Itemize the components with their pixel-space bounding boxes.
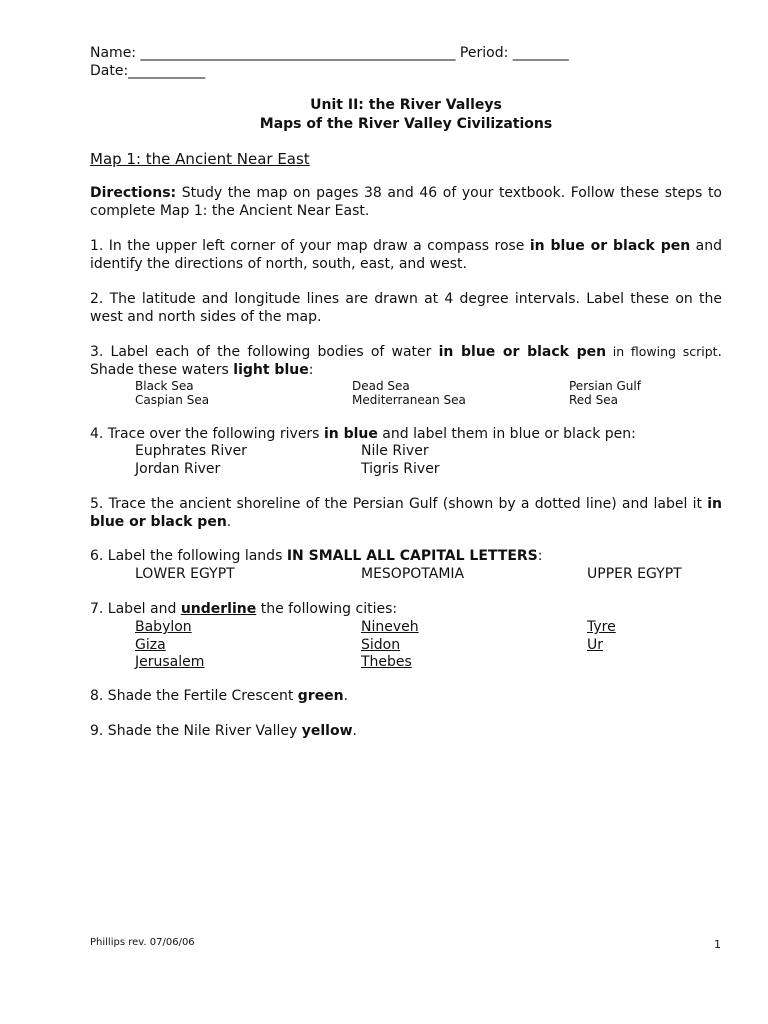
step-4-text: 4. Trace over the following rivers (90, 426, 324, 442)
list-item: Dead Sea (352, 379, 410, 393)
step-3-colon: : (308, 361, 314, 378)
list-item: Thebes (361, 654, 412, 670)
step-5-text: 5. Trace the ancient shoreline of the Persian Gulf (shown by a dotted line) and label it (90, 496, 708, 512)
step-6-emphasis: IN SMALL ALL CAPITAL LETTERS (286, 548, 538, 564)
list-item: Euphrates River (135, 443, 247, 459)
step-4-emphasis: in blue (323, 426, 378, 442)
step-7-emphasis: underline (180, 601, 257, 617)
step-3-emphasis: in blue or black pen (438, 344, 607, 360)
water-list (90, 379, 729, 407)
step-9 (90, 723, 722, 741)
list-item: Tigris River (361, 460, 440, 477)
step-9-text: 9. Shade the Nile River Valley (90, 723, 302, 739)
step-5-emphasis: in blue or black pen (90, 496, 722, 530)
list-item: Sidon (361, 636, 401, 653)
step-7-text: 7. Label and (90, 601, 181, 617)
step-4-text-end: and label them in blue or black pen: (377, 426, 636, 442)
directions-label: Directions: (90, 185, 177, 201)
step-3-color: light blue (233, 361, 309, 378)
step-3-text: 3. Label each of the following bodies of water (90, 344, 439, 360)
step-1-emphasis: in blue or black pen (529, 238, 691, 254)
step-5 (90, 496, 722, 531)
list-item: LOWER EGYPT (135, 566, 235, 582)
step-8-color: green (297, 688, 344, 704)
list-item: Red Sea (569, 393, 618, 407)
step-7 (90, 601, 722, 619)
list-item: Tyre (587, 619, 616, 635)
city-list (90, 619, 767, 672)
step-8-text: 8. Shade the Fertile Crescent (90, 688, 298, 704)
page-number: 1 (714, 938, 721, 951)
step-4 (90, 426, 722, 444)
step-5-period: . (226, 513, 232, 530)
list-item: Black Sea (135, 379, 194, 393)
step-9-color: yellow (301, 723, 353, 739)
directions-paragraph (90, 185, 722, 220)
directions-text: Study the map on pages 38 and 46 of your textbook. Follow these steps to complete Map 1: the Ancient Near East. (90, 185, 722, 219)
step-3 (90, 343, 722, 379)
footer-revision: Phillips rev. 07/06/06 (90, 937, 195, 948)
list-item: Jordan River (135, 460, 221, 477)
map-heading: Map 1: the Ancient Near East (90, 150, 310, 168)
list-item: Mediterranean Sea (352, 393, 466, 407)
list-item: Nineveh (361, 619, 419, 635)
land-list (90, 566, 767, 584)
step-6 (90, 548, 722, 566)
step-8 (90, 688, 722, 706)
list-item: Giza (135, 636, 166, 653)
list-item: MESOPOTAMIA (361, 566, 465, 582)
list-item: Jerusalem (135, 654, 205, 670)
list-item: Ur (587, 636, 604, 653)
list-item: UPPER EGYPT (587, 566, 682, 582)
step-8-period: . (343, 688, 349, 704)
list-item: Babylon (135, 619, 192, 635)
step-9-period: . (352, 723, 357, 739)
step-2: 2. The latitude and longitude lines are drawn at 4 degree intervals. Label these on the west and north sides of the map. (90, 291, 722, 325)
step-3-shade: . Shade these waters (90, 344, 722, 378)
step-1-text-end: and identify the directions of north, south, east, and west. (90, 238, 722, 272)
step-6-text: 6. Label the following lands (90, 548, 287, 564)
date-line: Date:___________ (90, 63, 206, 79)
step-3-script-note: in flowing script (606, 344, 718, 359)
river-list (90, 443, 587, 478)
list-item: Nile River (361, 443, 429, 459)
step-1-text: 1. In the upper left corner of your map draw a compass rose (90, 238, 530, 254)
step-6-colon: : (537, 548, 543, 564)
list-item: Caspian Sea (135, 393, 210, 407)
list-item: Persian Gulf (569, 379, 641, 393)
step-7-text-end: the following cities: (256, 601, 398, 617)
worksheet-title: Maps of the River Valley Civilizations (259, 116, 553, 132)
unit-title: Unit II: the River Valleys (310, 97, 502, 113)
step-1 (90, 238, 722, 273)
name-period-line: Name: _____________________________________________ Period: ________ (90, 45, 569, 61)
